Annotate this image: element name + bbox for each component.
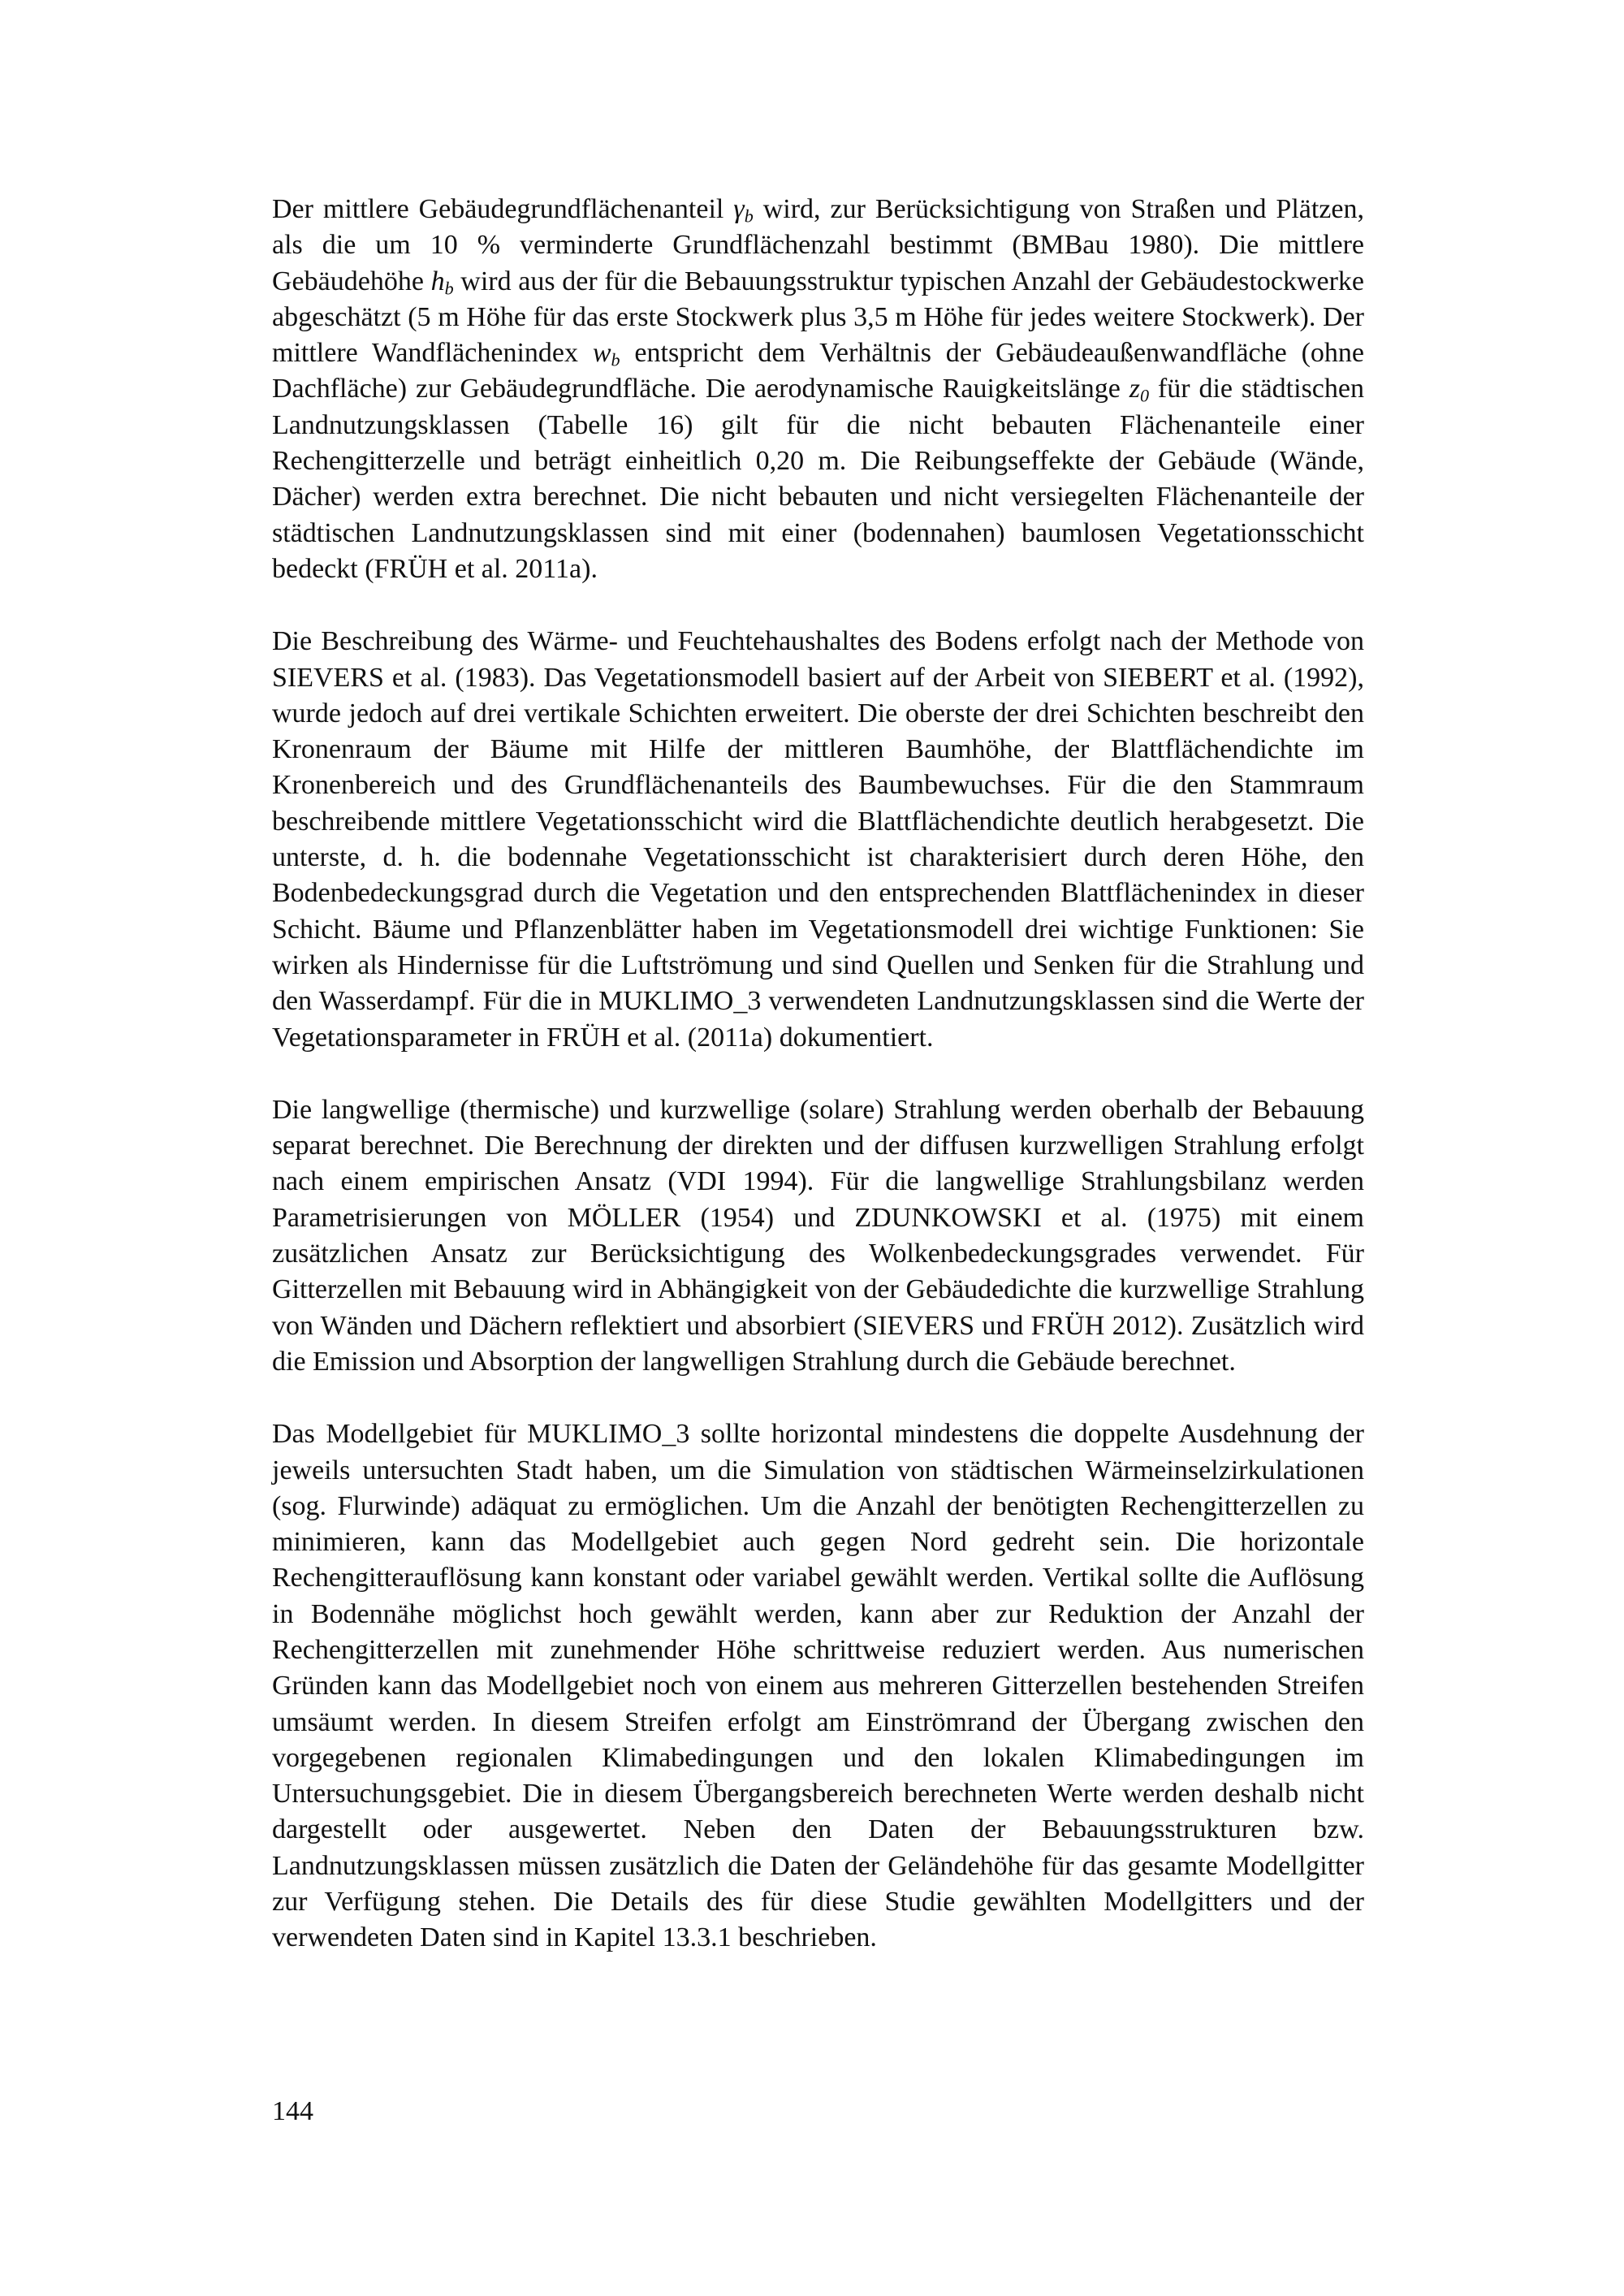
paragraph-model-domain: Das Modellgebiet für MUKLIMO_3 sollte horizontal mindestens die doppelte Ausdehnung der jeweils untersuchten Stadt haben, um die Simulation von städtischen Wärmeinselzirkulationen (sog. Flurwinde) adäquat zu ermöglichen. Um die Anzahl der benötigten Rechengitterzellen zu minimieren, kann das Modellgebiet auch gegen Nord gedreht sein. Die horizontale Rechengitterauflösung kann konstant oder variabel gewählt werden. Vertikal sollte die Auflösung in Bodennähe möglichst hoch gewählt werden, kann aber zur Reduktion der Anzahl der Rechengitterzellen mit zunehmender Höhe schrittweise reduziert werden. Aus numerischen Gründen kann das Modellgebiet noch von einem aus mehreren Gitterzellen bestehenden Streifen umsäumt werden. In diesem Streifen erfolgt am Einströmrand der Übergang zwischen den vorgegebenen regionalen Klimabedingungen und den lokalen Klimabedingungen im Untersuchungsgebiet. Die in diesem Übergangsbereich berechneten Werte werden deshalb nicht dargestellt oder ausgewertet. Neben den Daten der Bebauungsstrukturen bzw. Landnutzungsklassen müssen zusätzlich die Daten der Geländehöhe für das gesamte Modellgitter zur Verfügung stehen. Die Details des für diese Studie gewählten Modellgitters und der verwendeten Daten sind in Kapitel 13.3.1 beschrieben. (272, 1419, 1364, 1953)
text-run: wird aus der für die Bebauungsstruktur typischen Anzahl der Gebäudestockwerke abgeschätzt (5 m Höhe für das erste Stockwerk plus 3,5 m Höhe für jedes weitere Stockwerk). Der mittlere Wandflächenindex (272, 266, 1364, 369)
subscript-b: b (444, 278, 454, 299)
text-run: entspricht dem Verhältnis der Gebäudeaußenwandfläche (ohne Dachfläche) zur Gebäudegrundfläche. Die aerodynamische Rauigkeitslänge (272, 338, 1364, 404)
subscript-b: b (611, 349, 620, 370)
symbol-h: h (430, 266, 445, 296)
page-body (272, 192, 1364, 1993)
paragraph-radiation: Die langwellige (thermische) und kurzwellige (solare) Strahlung werden oberhalb der Bebauung separat berechnet. Die Berechnung der direkten und der diffusen kurzwelligen Strahlung erfolgt nach einem empirischen Ansatz (VDI 1994). Für die langwellige Strahlungsbilanz werden Parametrisierungen von MÖLLER (1954) und ZDUNKOWSKI et al. (1975) mit einem zusätzlichen Ansatz zur Berücksichtigung des Wolkenbedeckungsgrades verwendet. Für Gitterzellen mit Bebauung wird in Abhängigkeit von der Gebäudedichte die kurzwellige Strahlung von Wänden und Dächern reflektiert und absorbiert (SIEVERS und FRÜH 2012). Zusätzlich wird die Emission und Absorption der langwelligen Strahlung durch die Gebäude berechnet. (272, 1094, 1364, 1377)
page-number: 144 (272, 2096, 313, 2126)
text-run: für die städtischen Landnutzungsklassen (Tabelle 16) gilt für die nicht bebauten Flächenanteile einer Rechengitterzelle und beträgt einheitlich 0,20 m. Die Reibungseffekte der Gebäude (Wände, Dächer) werden extra berechnet. Die nicht bebauten und nicht versiegelten Flächenanteile der städtischen Landnutzungsklassen sind mit einer (bodennahen) baumlosen Vegetationsschicht bedeckt (FRÜH et al. 2011a). (272, 374, 1364, 584)
text-run: Der mittlere Gebäudegrundflächenanteil (272, 194, 734, 224)
text-run: wird, zur Berücksichtigung von Straßen und Plätzen, als die um 10 % verminderte Grundflächenzahl bestimmt (BMBau 1980). Die mittlere Gebäudehöhe (272, 194, 1364, 296)
paragraph-soil-vegetation: Die Beschreibung des Wärme- und Feuchtehaushaltes des Bodens erfolgt nach der Methode von SIEVERS et al. (1983). Das Vegetationsmodell basiert auf der Arbeit von SIEBERT et al. (1992), wurde jedoch auf drei vertikale Schichten erweitert. Die oberste der drei Schichten beschreibt den Kronenraum der Bäume mit Hilfe der mittleren Baumhöhe, der Blattflächendichte im Kronenbereich und des Grundflächenanteils des Baumbewuchses. Für die den Stammraum beschreibende mittlere Vegetationsschicht wird die Blattflächendichte deutlich herabgesetzt. Die unterste, d. h. die bodennahe Vegetationsschicht ist charakterisiert durch deren Höhe, den Bodenbedeckungsgrad durch die Vegetation und den entsprechenden Blattflächenindex in dieser Schicht. Bäume und Pflanzenblätter haben im Vegetationsmodell drei wichtige Funktionen: Sie wirken als Hindernisse für die Luftströmung und sind Quellen und Senken für die Strahlung und den Wasserdampf. Für die in MUKLIMO_3 verwendeten Landnutzungsklassen sind die Werte der Vegetationsparameter in FRÜH et al. (2011a) dokumentiert. (272, 626, 1364, 1053)
symbol-z: z (1129, 374, 1140, 404)
symbol-w: w (592, 338, 611, 369)
symbol-gamma: γ (733, 194, 745, 224)
paragraph-building-parameters (272, 192, 1364, 587)
subscript-0: 0 (1139, 386, 1149, 406)
subscript-b: b (744, 205, 754, 227)
